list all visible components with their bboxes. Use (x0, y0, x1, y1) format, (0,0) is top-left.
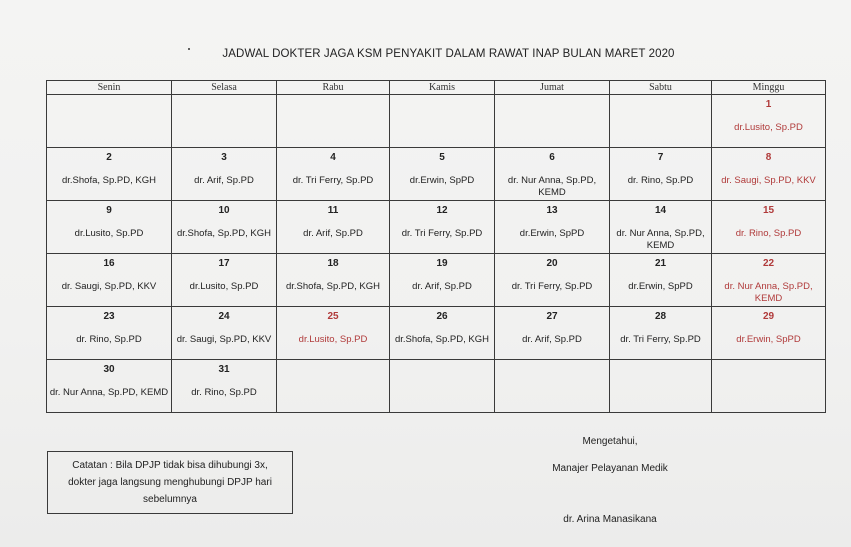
day-number: 8 (765, 152, 772, 163)
day-cell (47, 201, 172, 254)
day-cell (495, 148, 610, 201)
day-cell (495, 254, 610, 307)
schedule-table (46, 80, 826, 413)
doctor-name: dr. Saugi, Sp.PD, KKV (176, 334, 272, 345)
day-number: 23 (103, 311, 115, 322)
doctor-name: dr. Rino, Sp.PD (735, 228, 802, 239)
doctor-name: dr. Rino, Sp.PD (627, 175, 694, 186)
doctor-name: dr. Saugi, Sp.PD, KKV (721, 175, 816, 186)
doctor-name: dr. Tri Ferry, Sp.PD (620, 334, 701, 345)
day-cell (390, 307, 495, 360)
note-box (47, 451, 293, 514)
day-cell (712, 254, 826, 307)
doctor-name: dr. Arif, Sp.PD (303, 228, 363, 239)
day-cell (610, 148, 712, 201)
day-cell (172, 201, 277, 254)
week-row (47, 148, 826, 201)
day-number: 7 (657, 152, 664, 163)
day-cell (610, 95, 712, 148)
day-number: 20 (546, 258, 558, 269)
header-jumat: Jumat (495, 81, 610, 95)
signature-role: Manajer Pelayanan Medik (552, 463, 668, 474)
day-cell (47, 360, 172, 413)
day-cell (277, 360, 390, 413)
day-number: 2 (106, 152, 112, 163)
day-cell (390, 254, 495, 307)
week-row (47, 254, 826, 307)
day-number: 5 (439, 152, 445, 163)
day-cell (390, 148, 495, 201)
day-number: 26 (436, 311, 448, 322)
doctor-name: dr.Lusito, Sp.PD (74, 228, 144, 239)
day-cell (277, 95, 390, 148)
day-cell (495, 201, 610, 254)
day-cell (277, 254, 390, 307)
doctor-name: dr.Shofa, Sp.PD, KGH (177, 228, 271, 239)
day-number: 25 (327, 311, 339, 322)
day-number: 24 (218, 311, 230, 322)
doctor-name: dr. Rino, Sp.PD (76, 334, 142, 345)
doctor-name: dr. Tri Ferry, Sp.PD (511, 281, 593, 292)
doctor-name: dr. Tri Ferry, Sp.PD (401, 228, 483, 239)
day-number: 30 (103, 364, 115, 375)
weekday-header-row (47, 81, 826, 95)
day-number: 14 (654, 205, 667, 216)
day-number: 10 (218, 205, 230, 216)
day-cell (47, 148, 172, 201)
day-cell (610, 254, 712, 307)
doctor-name: dr. Arif, Sp.PD (194, 175, 254, 186)
page-title: JADWAL DOKTER JAGA KSM PENYAKIT DALAM RAWAT INAP BULAN MARET 2020 (222, 48, 675, 60)
day-number: 17 (218, 258, 230, 269)
day-cell (47, 254, 172, 307)
doctor-name: dr. Arif, Sp.PD (522, 334, 582, 345)
day-number: 15 (762, 205, 775, 216)
week-row (47, 307, 826, 360)
day-number: 19 (436, 258, 448, 269)
doctor-name: dr. Nur Anna, Sp.PD, KEMD (49, 387, 169, 398)
doctor-name: dr. Nur Anna, Sp.PD, KEMD (507, 175, 597, 198)
day-cell (495, 95, 610, 148)
day-number: 1 (765, 99, 772, 110)
doctor-name: dr.Shofa, Sp.PD, KGH (395, 334, 489, 345)
doctor-name: dr. Rino, Sp.PD (191, 387, 257, 398)
day-number: 29 (762, 311, 775, 322)
day-number: 12 (436, 205, 448, 216)
day-cell (277, 201, 390, 254)
note-line-3: sebelumnya (143, 494, 197, 505)
day-number: 11 (327, 205, 339, 216)
note-line-2: dokter jaga langsung menghubungi DPJP hari (68, 477, 272, 488)
doctor-name: dr.Erwin, SpPD (409, 175, 475, 186)
day-number: 16 (103, 258, 115, 269)
doctor-name: dr.Lusito, Sp.PD (189, 281, 259, 292)
doctor-name: dr. Tri Ferry, Sp.PD (292, 175, 374, 186)
day-cell (172, 95, 277, 148)
day-number: 3 (221, 152, 227, 163)
day-cell (172, 148, 277, 201)
signature-acknowledged: Mengetahui, (582, 436, 638, 447)
header-sabtu: Sabtu (610, 81, 712, 95)
day-cell (390, 201, 495, 254)
day-number: 9 (106, 205, 112, 216)
day-number: 4 (330, 152, 336, 163)
doctor-name: dr. Saugi, Sp.PD, KKV (61, 281, 157, 292)
week-row (47, 201, 826, 254)
day-cell (47, 307, 172, 360)
week-row (47, 95, 826, 148)
day-cell (277, 148, 390, 201)
doctor-name: dr. Nur Anna, Sp.PD, KEMD (724, 281, 813, 304)
header-selasa: Selasa (172, 81, 277, 95)
day-cell (712, 201, 826, 254)
header-minggu: Minggu (712, 81, 826, 95)
doctor-name: dr.Lusito, Sp.PD (298, 334, 368, 345)
day-number: 13 (546, 205, 558, 216)
doctor-name: dr. Nur Anna, Sp.PD, KEMD (616, 228, 705, 251)
doctor-name: dr.Shofa, Sp.PD, KGH (62, 175, 156, 186)
day-number: 31 (218, 364, 230, 375)
day-cell (712, 148, 826, 201)
week-row (47, 360, 826, 413)
day-number: 6 (549, 152, 555, 163)
header-kamis: Kamis (390, 81, 495, 95)
day-cell (610, 360, 712, 413)
day-cell (172, 307, 277, 360)
doctor-name: dr. Arif, Sp.PD (412, 281, 472, 292)
signature-name: dr. Arina Manasikana (563, 514, 657, 525)
doctor-name: dr.Erwin, SpPD (519, 228, 585, 239)
day-number: 28 (654, 311, 667, 322)
doctor-name: dr.Lusito, Sp.PD (734, 122, 803, 133)
day-cell (610, 307, 712, 360)
day-cell (495, 360, 610, 413)
day-cell (390, 360, 495, 413)
day-cell (277, 307, 390, 360)
header-rabu: Rabu (277, 81, 390, 95)
day-cell (712, 95, 826, 148)
doctor-name: dr.Shofa, Sp.PD, KGH (286, 281, 380, 292)
day-cell (172, 360, 277, 413)
day-number: 22 (762, 258, 775, 269)
header-senin: Senin (47, 81, 172, 95)
day-number: 21 (654, 258, 667, 269)
day-cell (712, 360, 826, 413)
day-cell (47, 95, 172, 148)
doctor-name: dr.Erwin, SpPD (736, 334, 801, 345)
day-number: 18 (327, 258, 339, 269)
day-cell (390, 95, 495, 148)
day-cell (495, 307, 610, 360)
day-number: 27 (546, 311, 558, 322)
day-cell (712, 307, 826, 360)
note-line-1: Catatan : Bila DPJP tidak bisa dihubungi 3x, (72, 460, 268, 471)
day-cell (610, 201, 712, 254)
doctor-name: dr.Erwin, SpPD (628, 281, 693, 292)
day-cell (172, 254, 277, 307)
